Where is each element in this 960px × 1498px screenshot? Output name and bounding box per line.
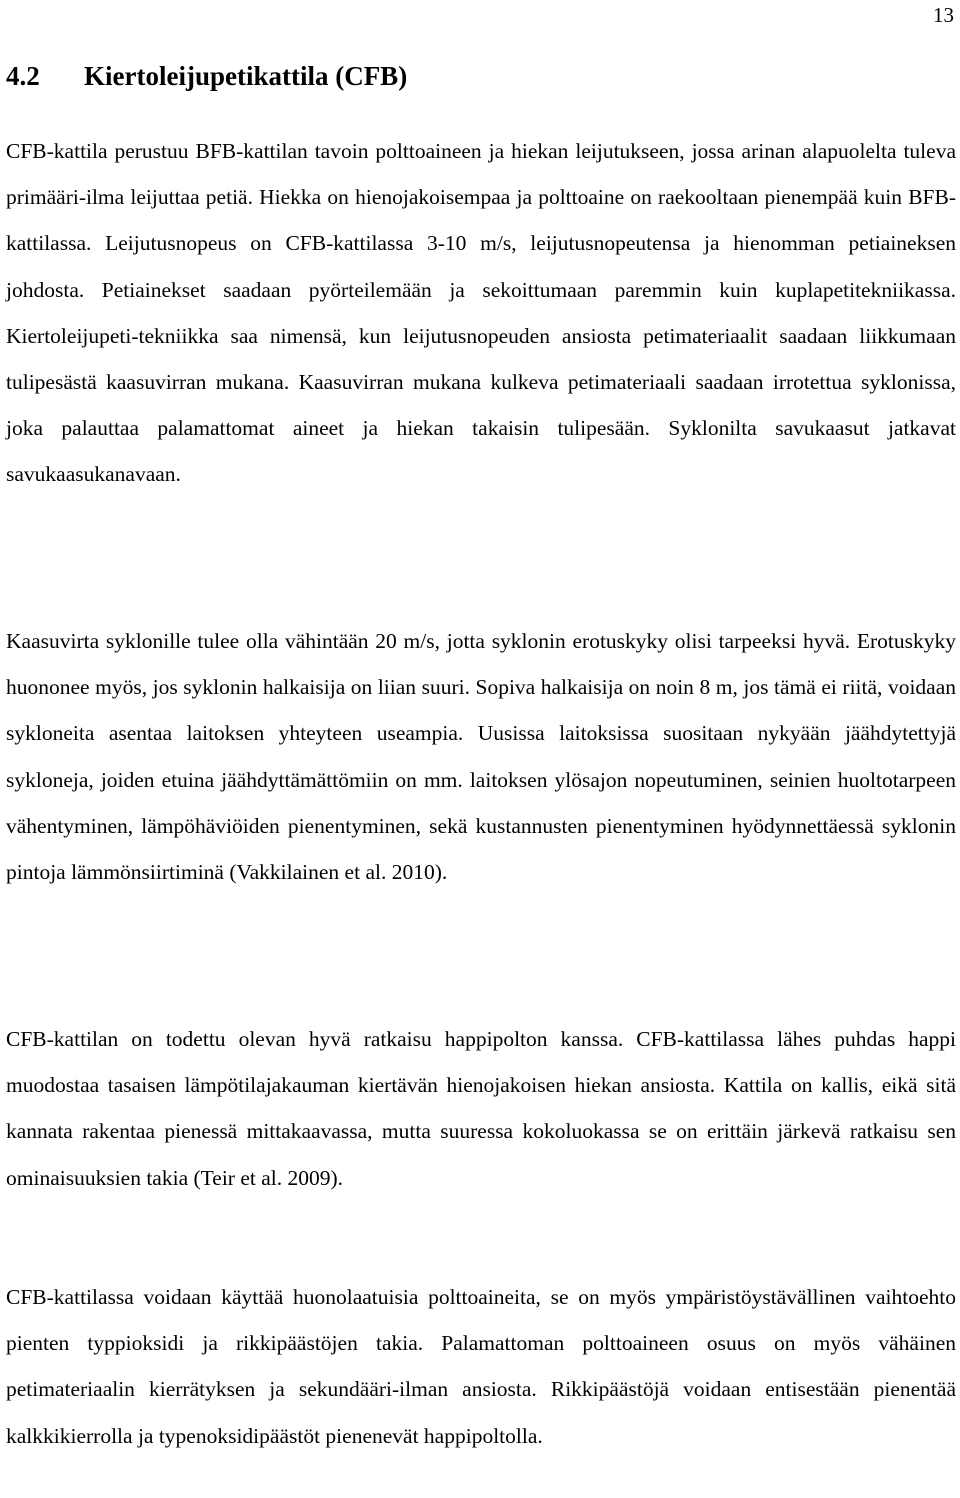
paragraph-oxyfuel: CFB-kattilan on todettu olevan hyvä ratkaisu happipolton kanssa. CFB-kattilassa lähes puhdas happi muodostaa tasaisen lämpötilajakauman kiertävän hienojakoisen hiekan ansiosta. Kattila on kallis, eikä sitä kannata rakentaa pienessä mittakaavassa, mutta suuressa kokoluokassa se on erittäin järkevä ratkaisu sen ominaisuuksien takia (Teir et al. 2009). xyxy=(6,1027,956,1190)
page-number: 13 xyxy=(933,3,954,27)
paragraph-cfb-principle: CFB-kattila perustuu BFB-kattilan tavoin polttoaineen ja hiekan leijutukseen, jossa arinan alapuolelta tuleva primääri-ilma leijuttaa petiä. Hiekka on hienojakoisempaa ja polttoaine on raekooltaan pienempää kuin BFB-kattilassa. Leijutusnopeus on CFB-kattilassa 3-10 m/s, leijutusnopeutensa ja hienomman petiaineksen johdosta. Petiainekset saadaan pyörteilemään ja sekoittumaan paremmin kuin kuplapetitekniikassa. Kiertoleijupeti-tekniikka saa nimensä, kun leijutusnopeuden ansiosta petimateriaalit saadaan liikkumaan tulipesästä kaasuvirran mukana. Kaasuvirran mukana kulkeva petimateriaali saadaan irrotettua syklonissa, joka palauttaa palamattomat aineet ja hiekan takaisin tulipesään. Syklonilta savukaasut jatkavat savukaasukanavaan. xyxy=(6,139,956,487)
section-number: 4.2 xyxy=(6,61,40,91)
paragraph-fuels-emissions: CFB-kattilassa voidaan käyttää huonolaatuisia polttoaineita, se on myös ympäristöystävällinen vaihtoehto pienten typpioksidi ja rikkipäästöjen takia. Palamattoman polttoaineen osuus on myös vähäinen petimateriaalin kierrätyksen ja sekundääri-ilman ansiosta. Rikkipäästöjä voidaan entisestään pienentää kalkkikierrolla ja typenoksidipäästöt pienenevät happipoltolla. xyxy=(6,1285,956,1448)
section-heading xyxy=(6,56,407,96)
section-title: Kiertoleijupetikattila (CFB) xyxy=(84,61,408,91)
paragraph-cyclone: Kaasuvirta syklonille tulee olla vähintään 20 m/s, jotta syklonin erotuskyky olisi tarpeeksi hyvä. Erotuskyky huononee myös, jos syklonin halkaisija on liian suuri. Sopiva halkaisija on noin 8 m, jos tämä ei riitä, voidaan sykloneita asentaa laitoksen yhteyteen useampia. Uusissa laitoksissa suositaan nykyään jäähdytettyjä sykloneja, joiden etuina jäähdyttämättömiin on mm. laitoksen ylösajon nopeutuminen, seinien huoltotarpeen vähentyminen, lämpöhäviöiden pienentyminen, sekä kustannusten pienentyminen hyödynnettäessä syklonin pintoja lämmönsiirtiminä (Vakkilainen et al. 2010). xyxy=(6,629,956,885)
